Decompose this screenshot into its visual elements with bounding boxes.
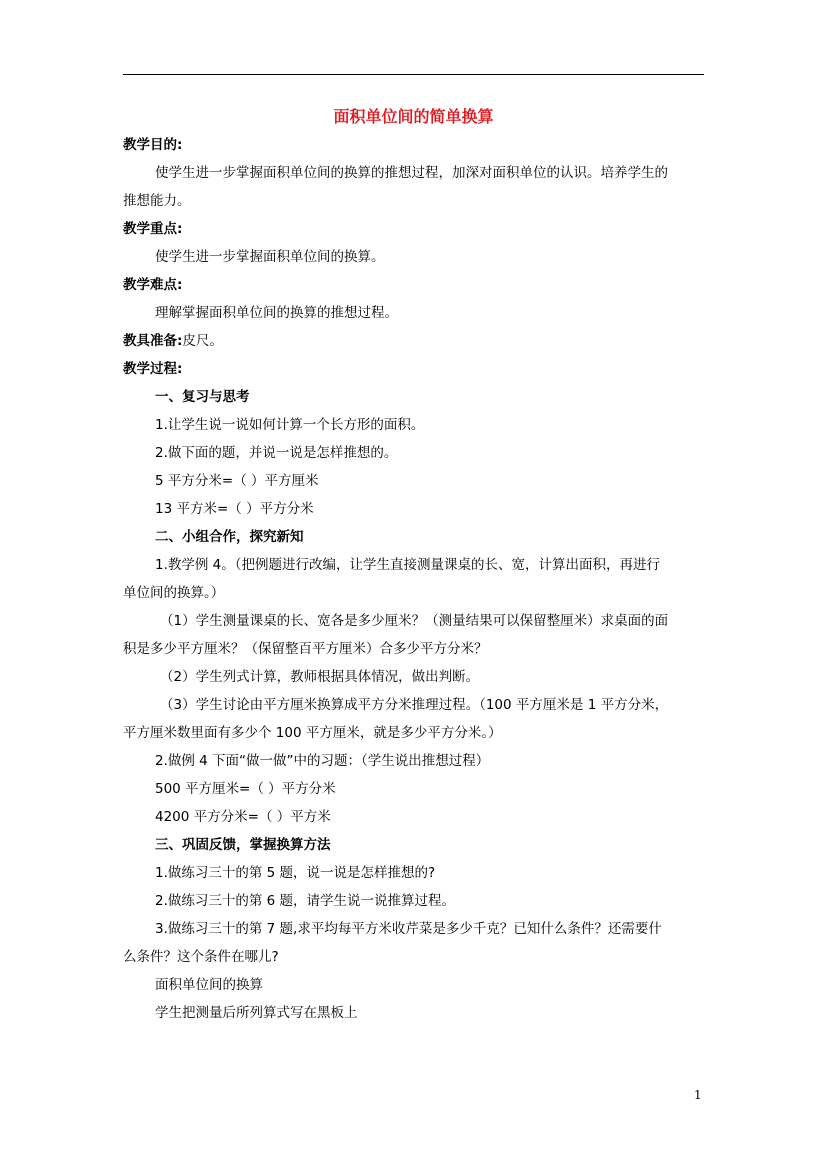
section-heading-group-work: 二、小组合作，探究新知 — [155, 529, 304, 545]
exercise-line: 13 平方米=（ ）平方分米 — [155, 501, 314, 517]
exercise-line: 500 平方厘米=（ ）平方分米 — [155, 781, 336, 797]
blackboard-title: 面积单位间的换算 — [155, 977, 263, 993]
paragraph-line: 积是多少平方厘米？（保留整百平方厘米）合多少平方分米？ — [123, 641, 488, 657]
heading-teaching-aids: 教具准备: — [123, 333, 183, 349]
blackboard-note: 学生把测量后所列算式写在黑板上 — [155, 1005, 358, 1021]
list-item: 2.做例 4 下面“做一做”中的习题：（学生说出推想过程） — [155, 753, 490, 769]
teaching-aids-line — [123, 332, 223, 350]
heading-difficulties: 教学难点: — [123, 277, 183, 293]
list-item: 3.做练习三十的第 7 题,求平均每平方米收芹菜是多少千克？已知什么条件？还需要什 — [155, 921, 662, 937]
header-rule — [123, 74, 704, 75]
section-heading-consolidation: 三、巩固反馈，掌握换算方法 — [155, 837, 331, 853]
list-item: 1.让学生说一说如何计算一个长方形的面积。 — [155, 417, 425, 433]
paragraph-line: 使学生进一步掌握面积单位间的换算的推想过程，加深对面积单位的认识。培养学生的 — [155, 165, 668, 181]
exercise-line: 4200 平方分米=（ ）平方米 — [155, 809, 331, 825]
heading-key-points: 教学重点: — [123, 221, 183, 237]
paragraph-line: 平方厘米数里面有多少个 100 平方厘米，就是多少平方分米。） — [123, 725, 502, 741]
list-item: （2）学生列式计算，教师根据具体情况，做出判断。 — [160, 669, 480, 685]
page-number: 1 — [694, 1088, 702, 1102]
paragraph-line: 单位间的换算。） — [123, 585, 225, 601]
document-title: 面积单位间的简单换算 — [333, 107, 494, 126]
list-item: 1.教学例 4。（把例题进行改编，让学生直接测量课桌的长、宽，计算出面积，再进行 — [155, 557, 661, 573]
list-item: （3）学生讨论由平方厘米换算成平方分米推理过程。（100 平方厘米是 1 平方分米， — [160, 697, 669, 713]
paragraph-line: 么条件？这个条件在哪儿? — [123, 949, 279, 965]
exercise-line: 5 平方分米=（ ）平方厘米 — [155, 473, 319, 489]
list-item: 2.做练习三十的第 6 题，请学生说一说推算过程。 — [155, 893, 456, 909]
paragraph-line: 推想能力。 — [123, 193, 191, 209]
teaching-aids-value: 皮尺。 — [182, 333, 223, 349]
section-heading-review: 一、复习与思考 — [155, 389, 250, 405]
paragraph-line: 理解掌握面积单位间的换算的推想过程。 — [155, 305, 398, 321]
list-item: （1）学生测量课桌的长、宽各是多少厘米？（测量结果可以保留整厘米）求桌面的面 — [160, 613, 669, 629]
paragraph-line: 使学生进一步掌握面积单位间的换算。 — [155, 249, 385, 265]
list-item: 2.做下面的题，并说一说是怎样推想的。 — [155, 445, 398, 461]
list-item: 1.做练习三十的第 5 题，说一说是怎样推想的? — [155, 865, 436, 881]
heading-teaching-aim: 教学目的: — [123, 137, 183, 153]
heading-teaching-process: 教学过程: — [123, 361, 183, 377]
